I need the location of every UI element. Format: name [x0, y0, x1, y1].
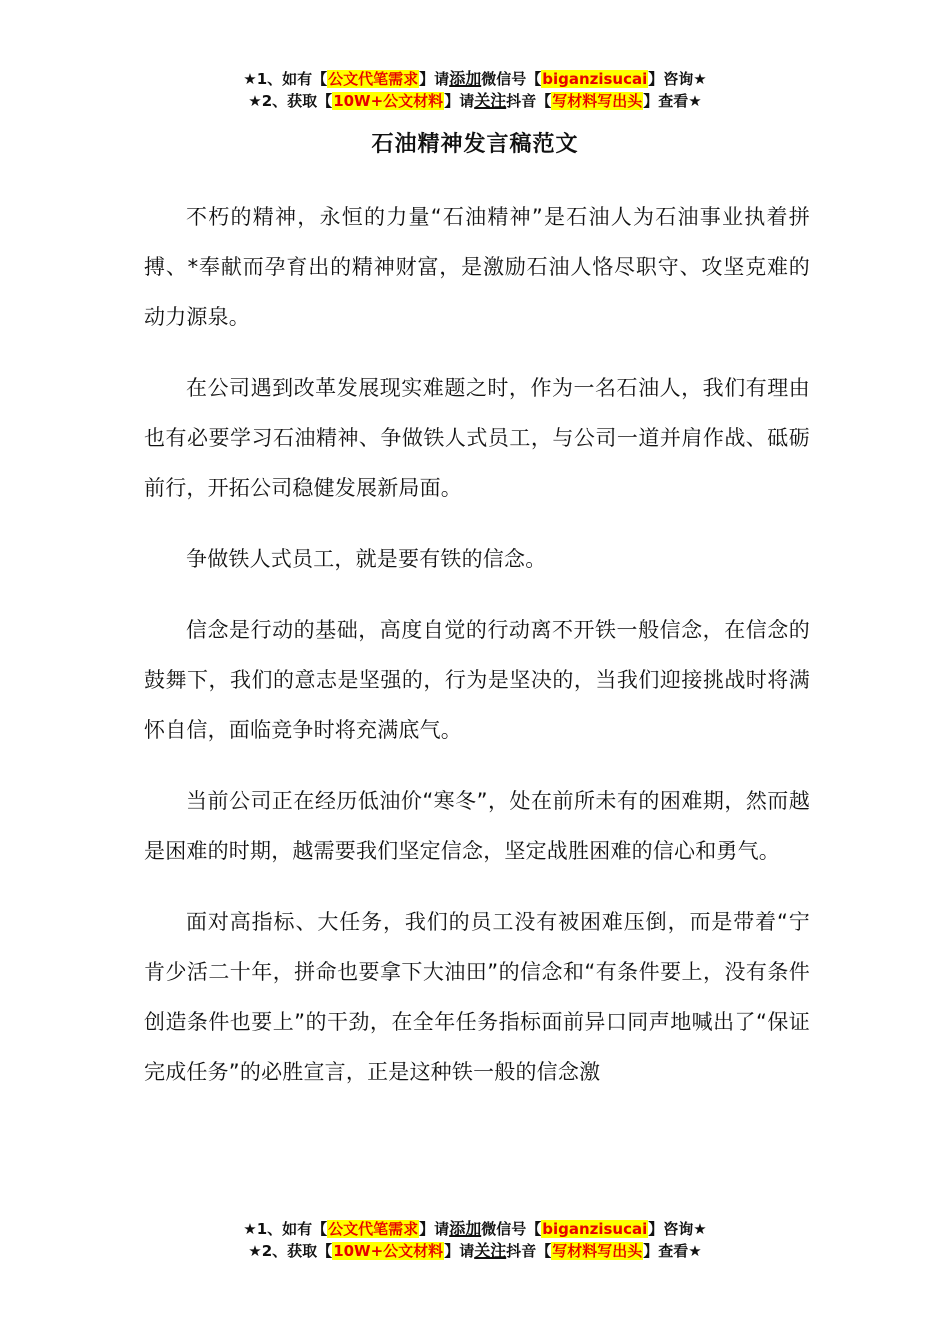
- highlight-wechat-id: biganzisucai: [542, 1220, 648, 1238]
- paragraph: 争做铁人式员工，就是要有铁的信念。: [186, 547, 547, 571]
- paragraph: 信念是行动的基础，高度自觉的行动离不开铁一般信念，在信念的鼓舞下，我们的意志是坚强的，行为是坚决的，当我们迎接挑战时将满怀自信，面临竞争时将充满底气。: [144, 618, 810, 742]
- paragraph: 不朽的精神，永恒的力量“石油精神”是石油人为石油事业执着拼搏、*奉献而孕育出的精神财富，是激励石油人恪尽职守、攻坚克难的动力源泉。: [144, 205, 810, 329]
- highlight-materials: 10W+公文材料: [333, 1242, 444, 1260]
- document-body: [144, 192, 810, 1118]
- highlight-materials: 10W+公文材料: [333, 92, 444, 110]
- banner-text: 抖音【: [506, 1242, 552, 1260]
- banner-line-2: [0, 1240, 950, 1262]
- highlight-douyin-id: 写材料写出头: [552, 92, 643, 110]
- footer-banner: [0, 1218, 950, 1262]
- banner-text: 】请: [444, 92, 475, 110]
- banner-text: 】请: [444, 1242, 475, 1260]
- underlined-word: 添加: [449, 1219, 482, 1238]
- banner-text: 微信号【: [481, 1220, 542, 1238]
- banner-text: 】请: [419, 1220, 450, 1238]
- paragraph: 在公司遇到改革发展现实难题之时，作为一名石油人，我们有理由也有必要学习石油精神、争做铁人式员工，与公司一道并肩作战、砥砺前行，开拓公司稳健发展新局面。: [144, 376, 810, 500]
- highlight-douyin-id: 写材料写出头: [552, 1242, 643, 1260]
- banner-line-1: [0, 1218, 950, 1240]
- underlined-word: 关注: [474, 91, 507, 110]
- banner-text: ★2、获取【: [248, 1242, 333, 1260]
- highlight-service: 公文代笔需求: [328, 1220, 419, 1238]
- banner-line-1: [0, 68, 950, 90]
- highlight-wechat-id: biganzisucai: [542, 70, 648, 88]
- underlined-word: 添加: [449, 69, 482, 88]
- paragraph: 当前公司正在经历低油价“寒冬”，处在前所未有的困难期，然而越是困难的时期，越需要我们坚定信念，坚定战胜困难的信心和勇气。: [144, 789, 810, 863]
- highlight-service: 公文代笔需求: [328, 70, 419, 88]
- banner-text: 】请: [419, 70, 450, 88]
- banner-text: 抖音【: [506, 92, 552, 110]
- banner-line-2: [0, 90, 950, 112]
- banner-text: ★1、如有【: [243, 1220, 328, 1238]
- document-title: 石油精神发言稿范文: [371, 132, 579, 157]
- underlined-word: 关注: [474, 1241, 507, 1260]
- banner-text: 】查看★: [643, 1242, 702, 1260]
- banner-text: 】查看★: [643, 92, 702, 110]
- banner-text: 】咨询★: [648, 1220, 707, 1238]
- banner-text: ★2、获取【: [248, 92, 333, 110]
- banner-text: 微信号【: [481, 70, 542, 88]
- header-banner: [0, 68, 950, 112]
- paragraph: 面对高指标、大任务，我们的员工没有被困难压倒，而是带着“宁肯少活二十年，拼命也要拿下大油田”的信念和“有条件要上，没有条件创造条件也要上”的干劲，在全年任务指标面前异口同声地喊出了“保证完成任务”的必胜宣言，正是这种铁一般的信念激: [144, 910, 810, 1084]
- banner-text: ★1、如有【: [243, 70, 328, 88]
- banner-text: 】咨询★: [648, 70, 707, 88]
